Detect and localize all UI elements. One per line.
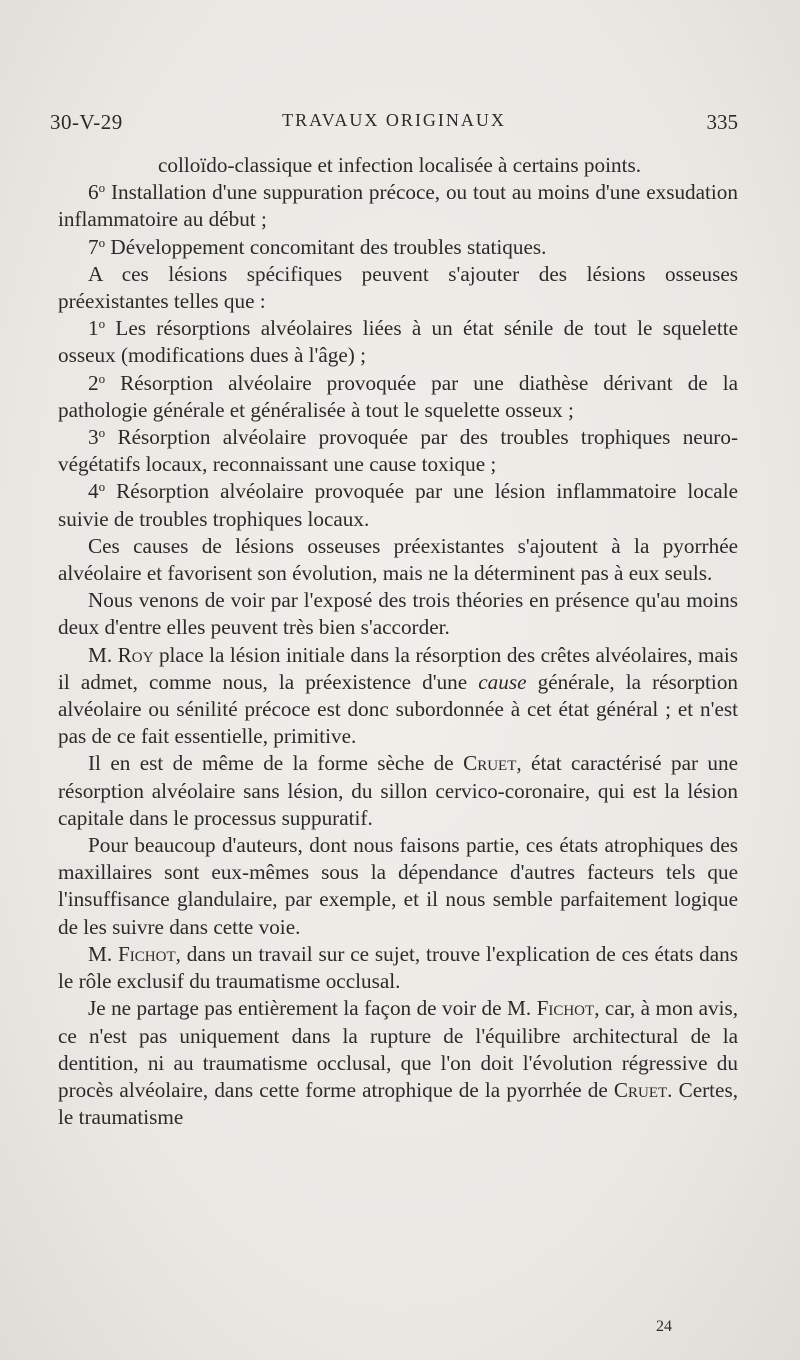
running-header	[50, 110, 738, 144]
author-cruet: Cruet	[463, 751, 517, 776]
paragraph-13: Pour beaucoup d'auteurs, dont nous faisons partie, ces états atrophiques des maxillaires sont eux-mêmes sous la dépendance d'autres facteurs tels que l'insuffisance glandulaire, par exemple, et il nous semble parfaitement logique de les suivre dans cette voie.	[58, 833, 738, 939]
paragraph-3: 7$^o$ Développement concomitant des troubles statiques.	[88, 234, 547, 259]
paragraph-9: Ces causes de lésions osseuses préexistantes s'ajoutent à la pyorrhée alvéolaire et favorisent son évolution, mais ne la déterminent pas à eux seuls.	[58, 533, 738, 586]
paragraph-5: 1$^o$ Les résorptions alvéolaires liées à un état sénile de tout le squelette osseux (modifications dues à l'âge) ;	[58, 316, 739, 368]
author-cruet-2: Cruet	[613, 1077, 668, 1102]
paragraph-2: 6$^o$ Installation d'une suppuration précoce, ou tout au moins d'une exsudation inflammatoire au début ;	[58, 180, 738, 232]
paragraph-10: Nous venons de voir par l'exposé des trois théories en présence qu'au moins deux d'entre elles peuvent très bien s'accorder.	[58, 588, 738, 640]
paragraph-11: M. Roy place la lésion initiale dans la résorption des crêtes alvéolaires, mais il admet, comme nous, la préexistence d'une cause générale, la résorption alvéolaire ou sénilité précoce est donc subordonnée à cet état général ; et n'est pas de ce fait essentielle, primitive.	[58, 642, 739, 749]
author-fichot-2: Fichot	[536, 996, 595, 1021]
author-fichot: Fichot	[118, 941, 176, 966]
paragraph-1: colloïdo-classique et infection localisée à certains points.	[158, 153, 642, 177]
page-number: 335	[706, 110, 738, 134]
paragraph-8: 4$^o$ Résorption alvéolaire provoquée par une lésion inflammatoire locale suivie de troubles trophiques locaux.	[58, 479, 738, 531]
signature-number: 24	[656, 1318, 672, 1335]
header-title: TRAVAUX ORIGINAUX	[282, 110, 506, 130]
author-roy: Roy	[117, 642, 154, 667]
paragraph-4: A ces lésions spécifiques peuvent s'ajouter des lésions osseuses préexistantes telles que :	[58, 261, 738, 314]
paragraph-14: M. Fichot, dans un travail sur ce sujet, trouve l'explication de ces états dans le rôle exclusif du traumatisme occlusal.	[58, 941, 738, 994]
paragraph-7: 3$^o$ Résorption alvéolaire provoquée par des troubles trophiques neuro-végétatifs locaux, reconnaissant une cause toxique ;	[58, 425, 739, 477]
header-date: 30-V-29	[50, 110, 123, 134]
paragraph-12: Il en est de même de la forme sèche de Cruet, état caractérisé par une résorption alvéolaire sans lésion, du sillon cervico-coronaire, qui est la lésion capitale dans le processus suppuratif.	[58, 751, 739, 830]
paragraph-6: 2$^o$ Résorption alvéolaire provoquée par une diathèse dérivant de la pathologie générale et généralisée à tout le squelette osseux ;	[58, 370, 739, 422]
italic-cause: cause	[478, 669, 527, 694]
paragraph-15: Je ne partage pas entièrement la façon de voir de M. Fichot, car, à mon avis, ce n'est pas uniquement dans la rupture de l'équilibre architectural de la dentition, ni au traumatisme occlusal, que l'on doit l'évolution régressive du procès alvéolaire, dans cette forme atrophique de la pyorrhée de Cruet. Certes, le traumatisme	[58, 996, 739, 1130]
page-body	[58, 152, 738, 1131]
